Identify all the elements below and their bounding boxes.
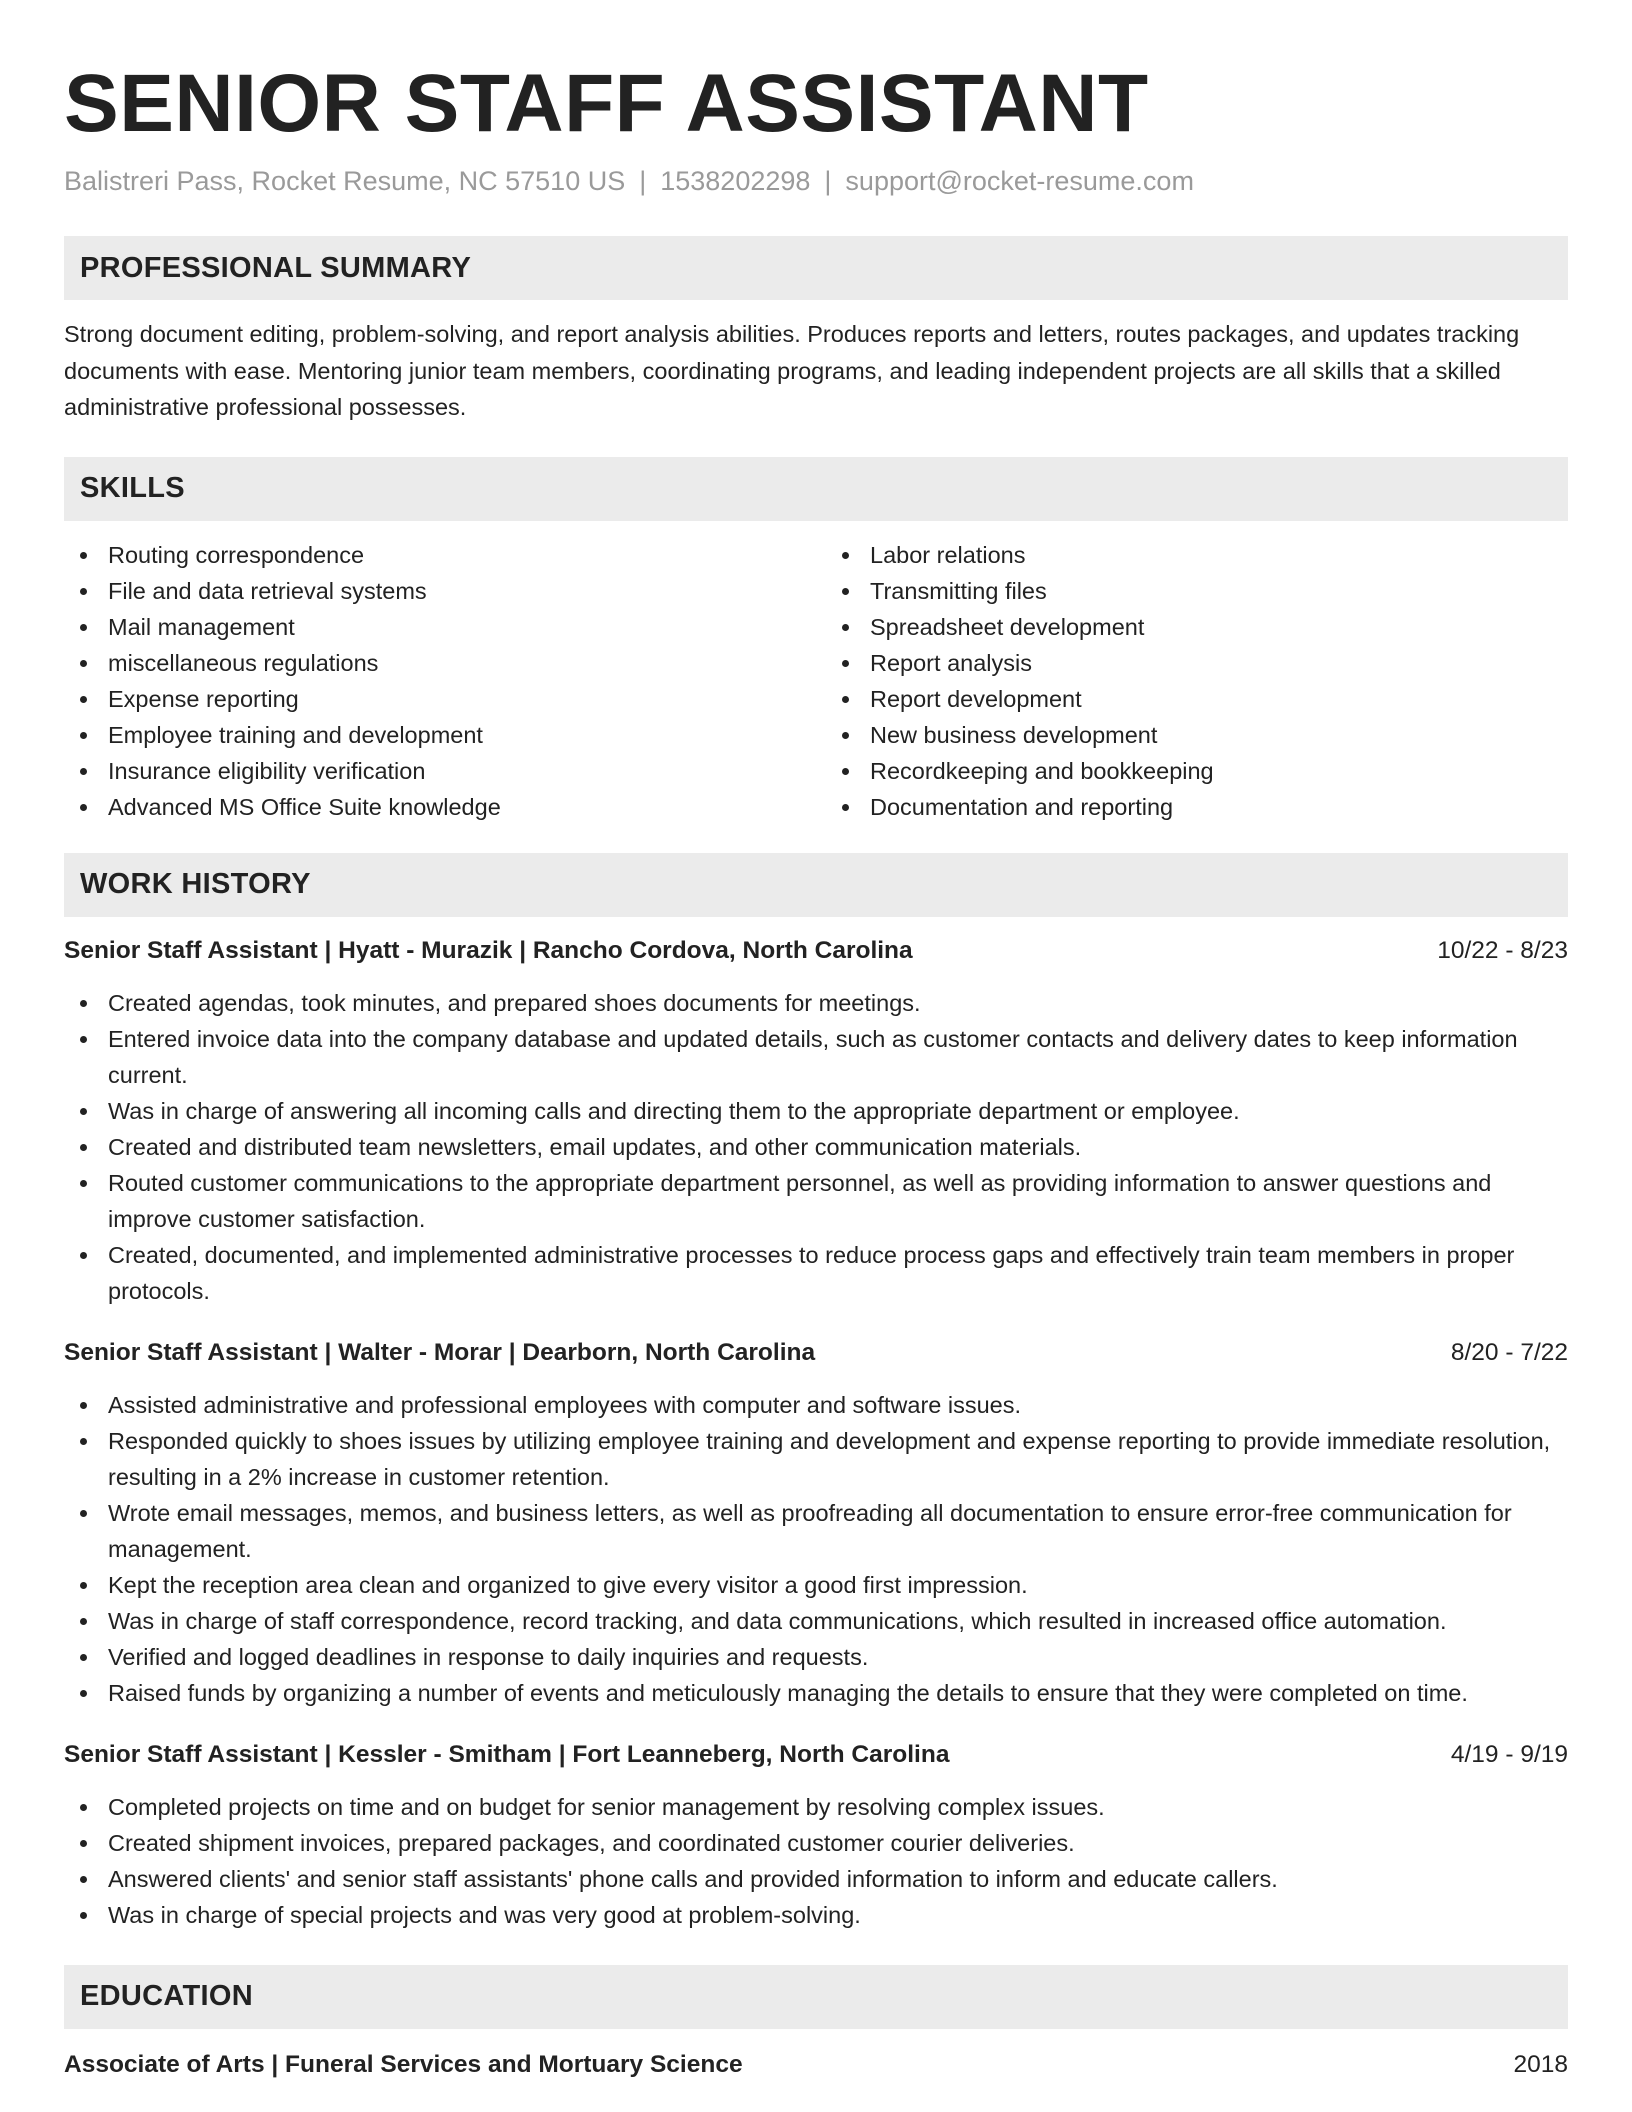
job-bullet [64, 1897, 1568, 1933]
job-dates: 10/22 - 8/23 [1437, 936, 1568, 964]
education-degree: Associate of Arts | Funeral Services and Mortuary Science [64, 2050, 743, 2078]
job-dates: 4/19 - 9/19 [1450, 1740, 1568, 1768]
skill-item-text: Routing correspondence [108, 541, 365, 568]
bullet-icon [80, 1108, 87, 1115]
bullet-icon [842, 732, 849, 739]
skill-item-text: Documentation and reporting [870, 793, 1174, 820]
job-title: Senior Staff Assistant | Kessler - Smitham | Fort Leanneberg, North Carolina [64, 1740, 950, 1768]
education-year: 2018 [1513, 2050, 1568, 2078]
job-bullet [64, 1825, 1568, 1861]
skills-list-left [64, 537, 806, 825]
job-title: Senior Staff Assistant | Hyatt - Murazik | Rancho Cordova, North Carolina [64, 936, 913, 964]
skill-item [64, 753, 806, 789]
job-entry [64, 1737, 1568, 1933]
skill-item [826, 789, 1568, 825]
skill-item-text: Mail management [108, 613, 295, 640]
skill-item [826, 645, 1568, 681]
skill-item-text: Expense reporting [108, 685, 299, 712]
job-bullet [64, 1567, 1568, 1603]
job-dates: 8/20 - 7/22 [1450, 1338, 1568, 1366]
job-bullet-text: Completed projects on time and on budget for senior management by resolving complex issues. [108, 1793, 1105, 1820]
job-bullet-text: Entered invoice data into the company database and updated details, such as customer contacts and delivery dates to keep information current. [108, 1025, 1518, 1088]
job-bullet [64, 1021, 1568, 1093]
bullet-icon [80, 1618, 87, 1625]
skill-item-text: Recordkeeping and bookkeeping [870, 757, 1214, 784]
contact-address: Balistreri Pass, Rocket Resume, NC 57510 US [64, 166, 626, 196]
bullet-icon [842, 588, 849, 595]
job-bullet-list [64, 1387, 1568, 1711]
bullet-icon [80, 768, 87, 775]
job-bullet [64, 1237, 1568, 1309]
contact-line [64, 164, 1568, 198]
summary-text: Strong document editing, problem-solving, and report analysis abilities. Produces reports and letters, routes packages, and updates tracking documents with ease. Mentoring junior team members, coordinating programs, and leading independent projects are all skills that a skilled administrative professional possesses. [64, 321, 1520, 420]
skill-item-text: Insurance eligibility verification [108, 757, 426, 784]
skill-item-text: New business development [870, 721, 1158, 748]
bullet-icon [80, 1180, 87, 1187]
bullet-icon [80, 1654, 87, 1661]
bullet-icon [80, 1840, 87, 1847]
section-header-education [64, 1965, 1568, 2029]
section-header-skills [64, 457, 1568, 521]
job-bullet-text: Routed customer communications to the appropriate department personnel, as well as providing information to answer questions and improve customer satisfaction. [108, 1169, 1492, 1232]
job-bullet [64, 1603, 1568, 1639]
bullet-icon [80, 552, 87, 559]
job-bullet-text: Created shipment invoices, prepared packages, and coordinated customer courier deliveries. [108, 1829, 1075, 1856]
job-bullet [64, 1129, 1568, 1165]
skill-item-text: Spreadsheet development [870, 613, 1145, 640]
bullet-icon [80, 624, 87, 631]
skill-item-text: Transmitting files [870, 577, 1047, 604]
job-bullet-text: Created, documented, and implemented administrative processes to reduce process gaps and effectively train team members in proper protocols. [108, 1241, 1515, 1304]
section-header-work [64, 853, 1568, 917]
bullet-icon [80, 1036, 87, 1043]
job-bullet-text: Was in charge of special projects and was very good at problem-solving. [108, 1901, 861, 1928]
job-bullet-text: Was in charge of answering all incoming calls and directing them to the appropriate department or employee. [108, 1097, 1240, 1124]
job-bullet-text: Created and distributed team newsletters, email updates, and other communication materials. [108, 1133, 1082, 1160]
skill-item [826, 573, 1568, 609]
section-title-summary: PROFESSIONAL SUMMARY [80, 251, 472, 284]
skills-grid [64, 537, 1568, 825]
bullet-icon [80, 1252, 87, 1259]
job-entry [64, 933, 1568, 1309]
section-title-education: EDUCATION [80, 1980, 253, 2012]
job-bullet-text: Raised funds by organizing a number of events and meticulously managing the details to ensure that they were completed on time. [108, 1679, 1468, 1706]
contact-email: support@rocket-resume.com [845, 166, 1194, 196]
bullet-icon [80, 660, 87, 667]
job-title: Senior Staff Assistant | Walter - Morar | Dearborn, North Carolina [64, 1338, 816, 1366]
skill-item [826, 753, 1568, 789]
skill-item [64, 537, 806, 573]
bullet-icon [80, 1804, 87, 1811]
skill-item-text: File and data retrieval systems [108, 577, 427, 604]
bullet-icon [80, 804, 87, 811]
section-title-work: WORK HISTORY [80, 868, 311, 900]
skill-item-text: Report development [870, 685, 1082, 712]
education-entry [64, 2047, 1568, 2083]
bullet-icon [80, 1438, 87, 1445]
skill-item-text: Labor relations [870, 541, 1026, 568]
skill-item [64, 789, 806, 825]
bullet-icon [842, 552, 849, 559]
job-bullet-text: Answered clients' and senior staff assistants' phone calls and provided information to inform and educate callers. [108, 1865, 1278, 1892]
contact-separator: | [824, 166, 832, 196]
job-bullet [64, 985, 1568, 1021]
resume-name: SENIOR STAFF ASSISTANT [64, 58, 1149, 149]
bullet-icon [80, 588, 87, 595]
job-bullet-list [64, 985, 1568, 1309]
section-title-skills: SKILLS [80, 472, 185, 504]
job-bullet-text: Wrote email messages, memos, and business letters, as well as proofreading all documentation to ensure error-free communication for management. [108, 1499, 1512, 1562]
skill-item [826, 681, 1568, 717]
bullet-icon [80, 1144, 87, 1151]
skill-item-text: Advanced MS Office Suite knowledge [108, 793, 501, 820]
skill-item [64, 681, 806, 717]
skill-item [826, 717, 1568, 753]
job-bullet [64, 1675, 1568, 1711]
job-header [64, 1737, 1568, 1773]
job-bullet [64, 1093, 1568, 1129]
job-header [64, 933, 1568, 969]
skill-item [826, 609, 1568, 645]
bullet-icon [842, 696, 849, 703]
resume-page [64, 58, 1568, 2083]
bullet-icon [80, 1000, 87, 1007]
bullet-icon [80, 1912, 87, 1919]
skill-item [64, 573, 806, 609]
job-entry [64, 1335, 1568, 1711]
job-bullet [64, 1165, 1568, 1237]
job-bullet [64, 1789, 1568, 1825]
bullet-icon [842, 660, 849, 667]
skill-item [64, 609, 806, 645]
skill-item [64, 717, 806, 753]
bullet-icon [842, 768, 849, 775]
contact-separator: | [639, 166, 647, 196]
job-bullet-text: Responded quickly to shoes issues by utilizing employee training and development and expense reporting to provide immediate resolution, resulting in a 2% increase in customer retention. [108, 1427, 1551, 1490]
job-bullet [64, 1387, 1568, 1423]
job-bullet-text: Kept the reception area clean and organized to give every visitor a good first impression. [108, 1571, 1028, 1598]
section-header-summary [64, 236, 1568, 300]
job-bullet [64, 1861, 1568, 1897]
job-bullet-text: Was in charge of staff correspondence, record tracking, and data communications, which resulted in increased office automation. [108, 1607, 1447, 1634]
job-bullet-text: Verified and logged deadlines in response to daily inquiries and requests. [108, 1643, 869, 1670]
bullet-icon [842, 804, 849, 811]
skills-list-right [826, 537, 1568, 825]
job-bullet [64, 1423, 1568, 1495]
bullet-icon [80, 1876, 87, 1883]
skill-item-text: Report analysis [870, 649, 1032, 676]
bullet-icon [80, 1690, 87, 1697]
bullet-icon [80, 696, 87, 703]
skill-item-text: Employee training and development [108, 721, 483, 748]
job-bullet-text: Created agendas, took minutes, and prepared shoes documents for meetings. [108, 989, 921, 1016]
bullet-icon [80, 1582, 87, 1589]
job-bullet-text: Assisted administrative and professional employees with computer and software issues. [108, 1391, 1022, 1418]
job-header [64, 1335, 1568, 1371]
job-bullet-list [64, 1789, 1568, 1933]
job-bullet [64, 1639, 1568, 1675]
job-bullet [64, 1495, 1568, 1567]
bullet-icon [842, 624, 849, 631]
skill-item-text: miscellaneous regulations [108, 649, 379, 676]
skill-item [64, 645, 806, 681]
bullet-icon [80, 1402, 87, 1409]
bullet-icon [80, 1510, 87, 1517]
bullet-icon [80, 732, 87, 739]
skill-item [826, 537, 1568, 573]
contact-phone: 1538202298 [660, 166, 811, 196]
